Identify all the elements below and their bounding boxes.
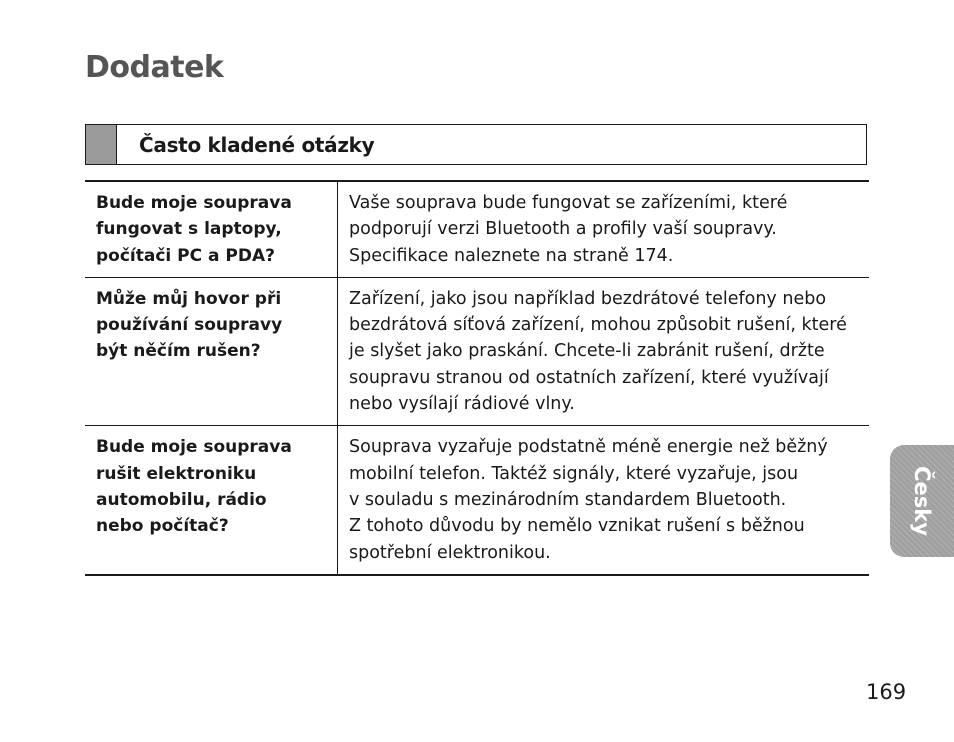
table-row — [85, 426, 869, 575]
answer-line: podporují verzi Bluetooth a profily vaší soupravy. — [349, 219, 777, 240]
question-line: počítači PC a PDA? — [96, 245, 276, 266]
answer-cell — [338, 277, 870, 425]
question-line: Bude moje souprava — [96, 437, 292, 458]
answer-cell — [338, 181, 870, 277]
answer-line: mobilní telefon. Taktéž signály, které vyzařuje, jsou — [349, 463, 799, 484]
answer-cell — [338, 426, 870, 575]
question-line: Bude moje souprava — [96, 193, 292, 213]
table-row — [85, 277, 869, 425]
answer-line: bezdrátová síťová zařízení, mohou způsobit rušení, které — [349, 315, 847, 336]
page-number: 169 — [866, 680, 907, 704]
answer-line: soupravu stranou od ostatních zařízení, které využívají — [349, 367, 829, 388]
question-line: rušit elektroniku — [96, 463, 257, 484]
question-line: být něčím rušen? — [96, 341, 261, 362]
section-marker — [86, 125, 117, 164]
page-title: Dodatek — [85, 50, 224, 85]
question-line: automobilu, rádio — [96, 489, 267, 510]
answer-line: Souprava vyzařuje podstatně méně energie než běžný — [349, 437, 828, 458]
question-line: používání soupravy — [96, 315, 283, 336]
question-line: Může můj hovor při — [96, 288, 282, 309]
language-tab-label: Česky — [910, 466, 934, 536]
answer-line: spotřební elektronikou. — [349, 542, 551, 563]
answer-line: Z tohoto důvodu by nemělo vznikat rušení s běžnou — [349, 516, 805, 537]
language-tab — [890, 445, 954, 557]
table-row — [85, 181, 869, 277]
answer-line: Vaše souprava bude fungovat se zařízeními, které — [349, 193, 788, 213]
question-cell — [85, 426, 338, 575]
question-cell — [85, 181, 338, 277]
faq-table — [85, 180, 869, 576]
question-line: fungovat s laptopy, — [96, 219, 282, 240]
answer-line: Specifikace naleznete na straně 174. — [349, 245, 674, 266]
answer-line: je slyšet jako praskání. Chcete-li zabránit rušení, držte — [349, 341, 825, 362]
question-cell — [85, 277, 338, 425]
question-line: nebo počítač? — [96, 516, 229, 537]
section-title: Často kladené otázky — [139, 132, 375, 157]
answer-line: v souladu s mezinárodním standardem Bluetooth. — [349, 489, 787, 510]
answer-line: Zařízení, jako jsou například bezdrátové telefony nebo — [349, 288, 827, 309]
section-header — [85, 124, 867, 165]
answer-line: nebo vysílají rádiové vlny. — [349, 394, 575, 415]
